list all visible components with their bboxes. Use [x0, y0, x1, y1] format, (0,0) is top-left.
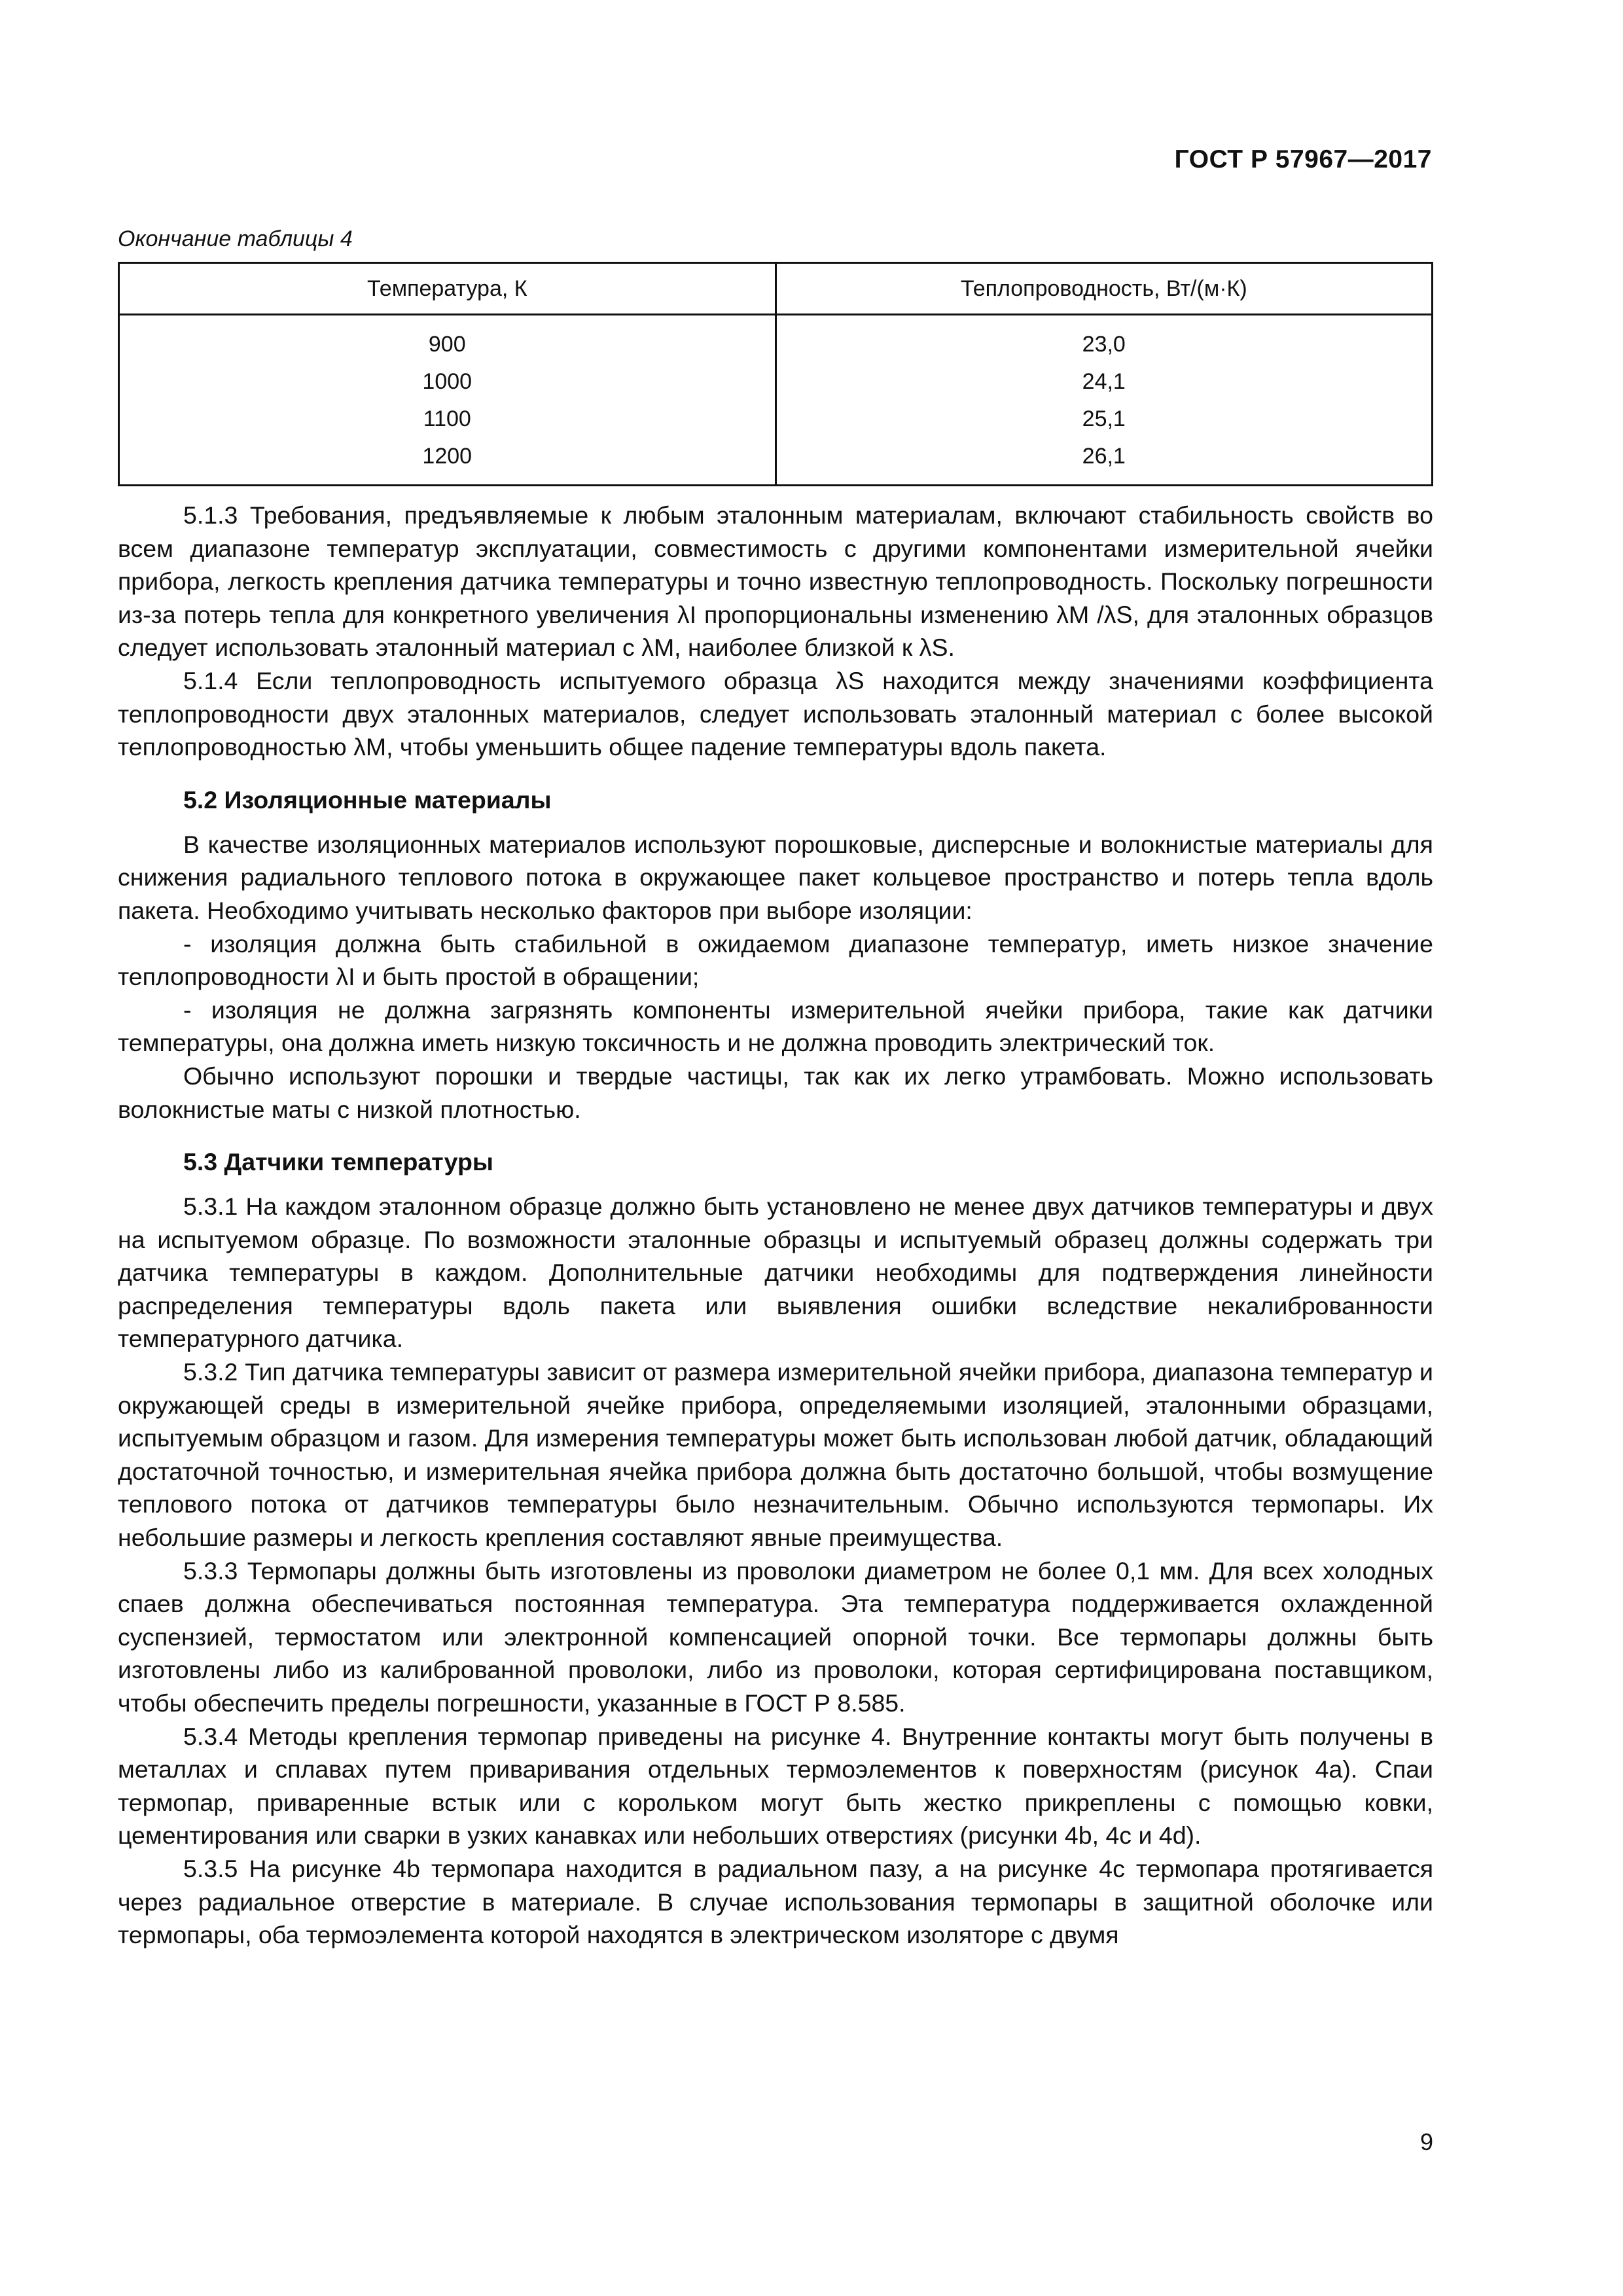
section-heading-5-3: 5.3 Датчики температуры	[183, 1148, 493, 1176]
table-cell: 1100	[119, 401, 776, 438]
table-cell: 24,1	[776, 363, 1433, 401]
paragraph-5-3-2: 5.3.2 Тип датчика температуры зависит от размера измерительной ячейки прибора, диапазона температур и окружающей среды в измерительной ячейке прибора, определяемыми изоляцией, эталонными образцами, испытуемым образцом и газом. Для измерения температуры может быть использован любой датчик, обладающий достаточной точностью, и измерительная ячейка прибора должна быть достаточно большой, чтобы возмущение теплового потока от датчиков температуры было незначительным. Обычно используются термопары. Их небольшие размеры и легкость крепления составляют явные преимущества.	[118, 1358, 1433, 1552]
paragraph-5-2-note: Обычно используют порошки и твердые частицы, так как их легко утрамбовать. Можно использовать волокнистые маты с низкой плотностью.	[118, 1062, 1433, 1123]
paragraph-5-3-3: 5.3.3 Термопары должны быть изготовлены из проволоки диаметром не более 0,1 мм. Для всех холодных спаев должна обеспечиваться постоянная температура. Эта температура поддерживается охлажденной суспензией, термостатом или электронной компенсацией опорной точки. Все термопары должны быть изготовлены либо из калиброванной проволоки, либо из проволоки, которая сертифицирована поставщиком, чтобы обеспечить пределы погрешности, указанные в ГОСТ Р 8.585.	[118, 1556, 1433, 1717]
table-cell: 1000	[119, 363, 776, 401]
document-header: ГОСТ Р 57967—2017	[1174, 145, 1432, 173]
paragraph-5-3-5: 5.3.5 На рисунке 4b термопара находится в радиальном пазу, а на рисунке 4c термопара протягивается через радиальное отверстие в материале. В случае использования термопары в защитной оболочке или термопары, оба термоэлемента которой находятся в электрическом изоляторе с двумя	[118, 1854, 1433, 1949]
table-row	[119, 315, 1433, 364]
paragraph-5-1-3: 5.1.3 Требования, предъявляемые к любым эталонным материалам, включают стабильность свойств во всем диапазоне температур эксплуатации, совместимость с другими компонентами измерительной ячейки прибора, легкость крепления датчика температуры и точно известную теплопроводность. Поскольку погрешности из-за потерь тепла для конкретного увеличения λI пропорциональны изменению λM /λS, для эталонных образцов следует использовать эталонный материал с λM, наиболее близкой к λS.	[118, 501, 1433, 662]
list-item: - изоляция должна быть стабильной в ожидаемом диапазоне температур, иметь низкое значение теплопроводности λI и быть простой в обращении;	[118, 929, 1433, 991]
table-cell: 26,1	[776, 438, 1433, 486]
document-body	[118, 499, 1433, 1952]
paragraph-5-3-1: 5.3.1 На каждом эталонном образце должно быть установлено не менее двух датчиков температуры и двух на испытуемом образце. По возможности эталонные образцы и испытуемый образец должны содержать три датчика температуры в каждом. Дополнительные датчики необходимы для подтверждения линейности распределения температуры вдоль пакета или выявления ошибки вследствие некалиброванности температурного датчика.	[118, 1193, 1433, 1353]
table-row	[119, 363, 1433, 401]
paragraph-5-1-4: 5.1.4 Если теплопроводность испытуемого образца λS находится между значениями коэффициента теплопроводности двух эталонных материалов, следует использовать эталонный материал с более высокой теплопроводностью λM, чтобы уменьшить общее падение температуры вдоль пакета.	[118, 666, 1433, 761]
column-header-temperature: Температура, К	[119, 263, 776, 315]
table-header-row	[119, 263, 1433, 315]
paragraph-5-2-intro: В качестве изоляционных материалов используют порошковые, дисперсные и волокнистые материалы для снижения радиального теплового потока в окружающее пакет кольцевое пространство и потерь тепла вдоль пакета. Необходимо учитывать несколько факторов при выборе изоляции:	[118, 830, 1433, 924]
table-row	[119, 438, 1433, 486]
table-cell: 1200	[119, 438, 776, 486]
table-cell: 900	[119, 315, 776, 364]
table-row	[119, 401, 1433, 438]
table-cell: 23,0	[776, 315, 1433, 364]
list-item: - изоляция не должна загрязнять компоненты измерительной ячейки прибора, такие как датчики температуры, она должна иметь низкую токсичность и не должна проводить электрический ток.	[118, 996, 1433, 1057]
table-cell: 25,1	[776, 401, 1433, 438]
thermal-conductivity-table	[118, 262, 1433, 486]
table-caption: Окончание таблицы 4	[118, 226, 353, 251]
page-number: 9	[1419, 2128, 1433, 2155]
column-header-conductivity: Теплопроводность, Вт/(м·К)	[776, 263, 1433, 315]
section-heading-5-2: 5.2 Изоляционные материалы	[183, 785, 552, 814]
paragraph-5-3-4: 5.3.4 Методы крепления термопар приведены на рисунке 4. Внутренние контакты могут быть получены в металлах и сплавах путем приваривания отдельных термоэлементов к поверхностям (рисунок 4a). Спаи термопар, приваренные встык или с корольком могут быть жестко прикреплены с помощью ковки, цементирования или сварки в узких канавках или небольших отверстиях (рисунки 4b, 4c и 4d).	[118, 1722, 1433, 1850]
